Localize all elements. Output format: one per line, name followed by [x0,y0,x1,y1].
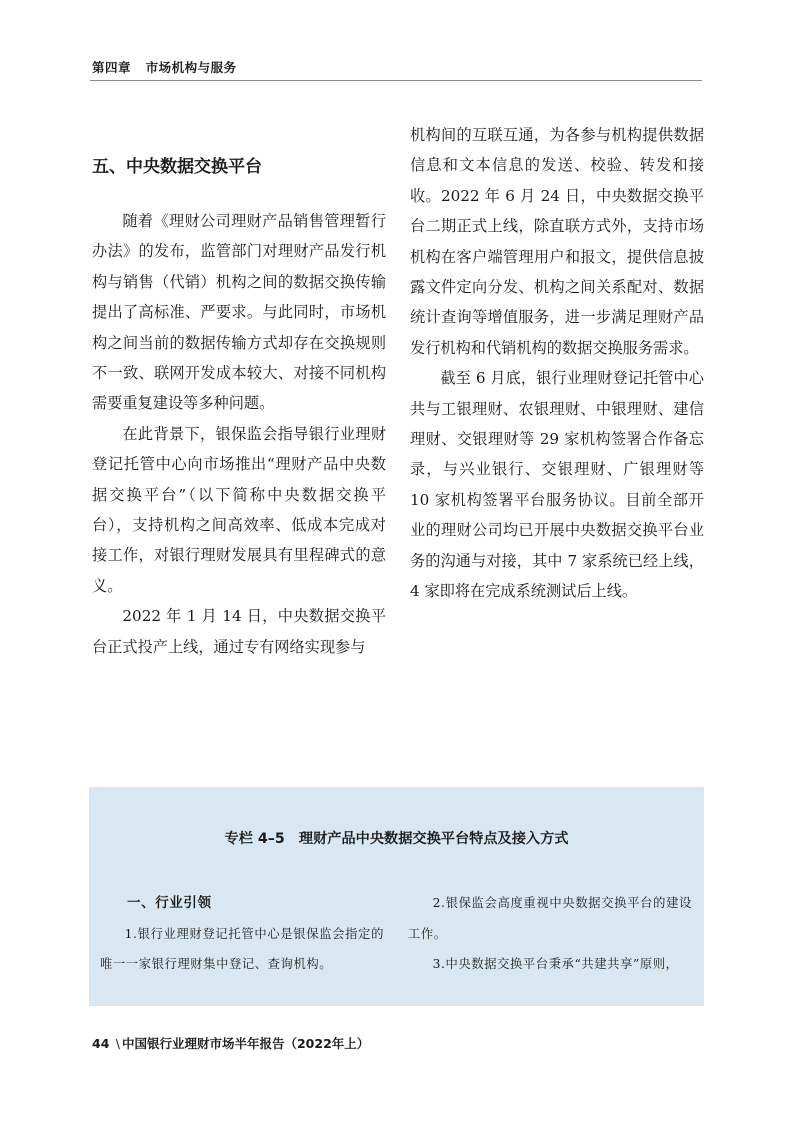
paragraph: 机构间的互联互通，为各参与机构提供数据信息和文本信息的发送、校验、转发和接收。2022 年 6 月 24 日，中央数据交换平台二期正式上线，除直联方式外，支持市场机构在客户端管理用户和报文，提供信息披露文件定向分发、机构之间关系配对、数据统计查询等增值服务，进一步满足理财产品发行机构和代销机构的数据交换服务需求。 [410,126,704,357]
right-text-column [410,120,704,607]
sidebar-heading: 一、行业引领 [127,895,212,911]
header-divider [90,80,702,81]
chapter-number: 第四章 [92,60,132,75]
left-text-column [92,206,386,662]
paragraph: 截至 6 月底，银行业理财登记托管中心共与工银理财、农银理财、中银理财、建信理财、交银理财等 29 家机构签署合作备忘录，与兴业银行、交银理财、广银理财等 10 家机构签署平台服务协议。目前全部开业的理财公司均已开展中央数据交换平台业务的沟通与对接，其中 7 家系统已经上线，4 家即将在完成系统测试后上线。 [410,369,704,601]
chapter-header [92,58,237,76]
section-title: 五、中央数据交换平台 [92,157,262,177]
paragraph: 在此背景下，银保监会指导银行业理财登记托管中心向市场推出“理财产品中央数据交换平台”（以下简称中央数据交换平台），支持机构之间高效率、低成本完成对接工作，对银行理财发展具有里程碑式的意义。 [92,424,386,595]
sidebar-box [89,787,704,1006]
chapter-title: 市场机构与服务 [145,60,237,75]
sidebar-right-column [408,888,692,980]
footer-separator: \ [115,1036,120,1051]
sidebar-left-column [100,888,384,980]
sidebar-paragraph: 3.中央数据交换平台秉承“共建共享”原则， [432,957,679,971]
page-number: 44 [92,1036,110,1051]
sidebar-paragraph: 1.银行业理财登记托管中心是银保监会指定的唯一一家银行理财集中登记、查询机构。 [100,926,384,971]
paragraph: 随着《理财公司理财产品销售管理暂行办法》的发布，监管部门对理财产品发行机构与销售（代销）机构之间的数据交换传输提出了高标准、严要求。与此同时，市场机构之间当前的数据传输方式却存在交换规则不一致、联网开发成本较大、对接不同机构需要重复建设等多种问题。 [92,212,386,413]
sidebar-title: 专栏 4–5 理财产品中央数据交换平台特点及接入方式 [224,831,569,847]
paragraph: 2022 年 1 月 14 日，中央数据交换平台正式投产上线，通过专有网络实现参与 [92,607,386,656]
page-footer [92,1034,369,1052]
report-title: 中国银行业理财市场半年报告（2022年上） [121,1036,370,1051]
sidebar-paragraph: 2.银保监会高度重视中央数据交换平台的建设工作。 [408,896,692,941]
